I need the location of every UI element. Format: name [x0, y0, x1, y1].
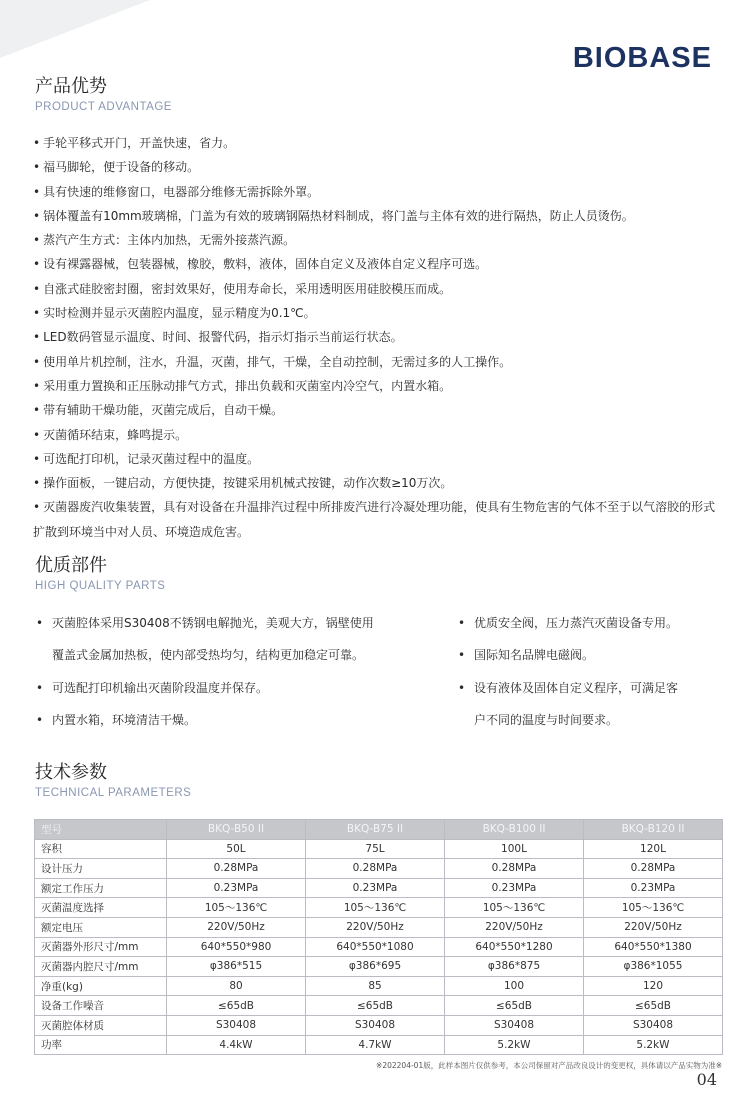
table-cell: 0.23MPa — [306, 878, 445, 898]
advantage-list — [33, 131, 723, 544]
table-cell: φ386*875 — [445, 957, 584, 977]
advantage-text: 福马脚轮，便于设备的移动。 — [43, 160, 200, 175]
bullet: • — [33, 378, 41, 393]
part-text: 优质安全阀，压力蒸汽灭菌设备专用。 — [474, 616, 679, 630]
bullet: • — [33, 160, 41, 175]
table-cell: ≤65dB — [445, 996, 584, 1016]
table-header-row — [35, 820, 723, 840]
advantage-text: 设有裸露器械，包装器械，橡胶，敷料，液体，固体自定义及液体自定义程序可选。 — [43, 257, 488, 272]
advantage-item — [33, 350, 723, 374]
row-label-cell: 灭菌腔体材质 — [35, 1015, 167, 1035]
table-cell: 4.4kW — [167, 1035, 306, 1055]
table-row — [35, 917, 723, 937]
row-label-cell: 设备工作噪音 — [35, 996, 167, 1016]
advantage-item — [33, 131, 723, 155]
table-cell: φ386*695 — [306, 957, 445, 977]
table-cell: 0.23MPa — [584, 878, 723, 898]
bullet: • — [33, 500, 41, 515]
advantage-text: 使用单片机控制，注水，升温，灭菌，排气，干燥，全自动控制，无需过多的人工操作。 — [43, 354, 512, 369]
table-cell: 220V/50Hz — [584, 917, 723, 937]
advantage-item — [33, 228, 723, 252]
table-cell: 640*550*1380 — [584, 937, 723, 957]
advantage-item — [33, 252, 723, 276]
table-cell: 120L — [584, 839, 723, 859]
table-cell: φ386*1055 — [584, 957, 723, 977]
advantage-item — [33, 495, 723, 544]
table-cell: 5.2kW — [445, 1035, 584, 1055]
advantage-item — [33, 155, 723, 179]
table-header-cell: 型号 — [35, 820, 167, 840]
parts-title: 优质部件 — [35, 555, 107, 576]
table-cell: 0.28MPa — [445, 859, 584, 879]
table-cell: 105～136℃ — [306, 898, 445, 918]
row-label-cell: 功率 — [35, 1035, 167, 1055]
table-cell: ≤65dB — [584, 996, 723, 1016]
table-cell: 0.23MPa — [445, 878, 584, 898]
advantage-text: 具有快速的维修窗口，电器部分维修无需拆除外罩。 — [43, 184, 320, 199]
advantage-item — [33, 423, 723, 447]
table-cell: ≤65dB — [167, 996, 306, 1016]
table-cell: 105～136℃ — [584, 898, 723, 918]
row-label-cell: 净重(kg) — [35, 976, 167, 996]
part-text: 设有液体及固体自定义程序，可满足客 — [474, 681, 679, 695]
bullet: • — [33, 476, 41, 491]
part-text: 国际知名品牌电磁阀。 — [474, 648, 595, 662]
row-label-cell: 额定电压 — [35, 917, 167, 937]
table-cell: 105～136℃ — [445, 898, 584, 918]
table-cell: 75L — [306, 839, 445, 859]
table-row — [35, 1015, 723, 1035]
table-cell: φ386*515 — [167, 957, 306, 977]
bullet: • — [33, 257, 41, 272]
advantage-item — [33, 374, 723, 398]
bullet: • — [33, 281, 41, 296]
table-row — [35, 957, 723, 977]
table-cell: 100 — [445, 976, 584, 996]
advantage-text: 灭菌器废汽收集装置，具有对设备在升温排汽过程中所排废汽进行冷凝处理功能，使具有生物危害的气体不至于以气溶胶的形式扩散到环境当中对人员、环境造成危害。 — [33, 500, 716, 539]
advantage-text: 带有辅助干燥功能，灭菌完成后，自动干燥。 — [43, 403, 284, 418]
table-header-cell: BKQ-B100 II — [445, 820, 584, 840]
table-cell: 0.28MPa — [306, 859, 445, 879]
advantage-text: 手轮平移式开门，开盖快速，省力。 — [43, 136, 236, 150]
row-label-cell: 设计压力 — [35, 859, 167, 879]
part-text: 内置水箱，环境清洁干燥。 — [52, 713, 197, 727]
table-cell: 4.7kW — [306, 1035, 445, 1055]
advantage-item — [33, 204, 723, 228]
table-cell: 80 — [167, 976, 306, 996]
parts-item-left-3: • 内置水箱，环境清洁干燥。 — [36, 713, 197, 727]
parts-item-left-2: • 可选配打印机输出灭菌阶段温度并保存。 — [36, 681, 269, 695]
part-text-cont: 户不同的温度与时间要求。 — [474, 713, 619, 727]
table-cell: 640*550*1280 — [445, 937, 584, 957]
bullet: • — [33, 306, 41, 321]
advantage-text: 锅体覆盖有10mm玻璃棉，门盖为有效的玻璃钢隔热材料制成，将门盖与主体有效的进行隔热，防止人员烫伤。 — [43, 208, 634, 223]
bullet: • — [33, 403, 41, 418]
table-cell: 0.28MPa — [167, 859, 306, 879]
bullet: • — [33, 208, 41, 223]
parts-item-right-3: • 设有液体及固体自定义程序，可满足客 户不同的温度与时间要求。 — [458, 672, 678, 736]
part-text: 可选配打印机输出灭菌阶段温度并保存。 — [52, 681, 269, 695]
bullet: • — [33, 330, 41, 345]
advantage-text: LED数码管显示温度、时间、报警代码，指示灯指示当前运行状态。 — [43, 330, 403, 345]
parameters-table — [34, 819, 723, 1055]
advantage-item — [33, 180, 723, 204]
bullet: • — [33, 354, 41, 369]
bullet: • — [33, 233, 41, 248]
table-row — [35, 878, 723, 898]
table-cell: 640*550*980 — [167, 937, 306, 957]
table-cell: 100L — [445, 839, 584, 859]
table-cell: 0.28MPa — [584, 859, 723, 879]
row-label-cell: 灭菌温度选择 — [35, 898, 167, 918]
table-cell: 105～136℃ — [167, 898, 306, 918]
advantage-text: 操作面板，一键启动，方便快捷，按键采用机械式按键，动作次数≥10万次。 — [43, 476, 453, 491]
part-text: 灭菌腔体采用S30408不锈钢电解抛光，美观大方，锅壁使用 — [52, 616, 374, 630]
table-cell: 120 — [584, 976, 723, 996]
table-cell: 85 — [306, 976, 445, 996]
bullet: • — [33, 136, 41, 150]
table-cell: ≤65dB — [306, 996, 445, 1016]
row-label-cell: 灭菌器外形尺寸/mm — [35, 937, 167, 957]
table-cell: 0.23MPa — [167, 878, 306, 898]
table-row — [35, 996, 723, 1016]
advantage-text: 采用重力置换和正压脉动排气方式，排出负载和灭菌室内冷空气，内置水箱。 — [43, 378, 452, 393]
table-row — [35, 859, 723, 879]
brand-logo: BIOBASE — [572, 42, 712, 74]
table-cell: 5.2kW — [584, 1035, 723, 1055]
tech-title: 技术参数 — [35, 762, 107, 783]
table-cell: 220V/50Hz — [167, 917, 306, 937]
table-cell: 220V/50Hz — [445, 917, 584, 937]
part-text-cont: 覆盖式金属加热板，使内部受热均匀，结构更加稳定可靠。 — [52, 648, 365, 662]
table-cell: S30408 — [167, 1015, 306, 1035]
table-row — [35, 1035, 723, 1055]
table-header-cell: BKQ-B75 II — [306, 820, 445, 840]
table-cell: S30408 — [445, 1015, 584, 1035]
table-row — [35, 976, 723, 996]
advantage-item — [33, 447, 723, 471]
parts-item-right-1: • 优质安全阀，压力蒸汽灭菌设备专用。 — [458, 616, 679, 630]
advantage-item — [33, 471, 723, 495]
row-label-cell: 容积 — [35, 839, 167, 859]
footnote: ※202204-01版，此样本图片仅供参考，本公司保留对产品改良设计的变更权，具体请以产品实物为准※ — [376, 1061, 722, 1070]
table-cell: 220V/50Hz — [306, 917, 445, 937]
advantage-title: 产品优势 — [35, 76, 107, 97]
bullet: • — [33, 427, 41, 442]
advantage-item — [33, 301, 723, 325]
page-number: 04 — [696, 1070, 717, 1089]
row-label-cell: 灭菌器内腔尺寸/mm — [35, 957, 167, 977]
advantage-subtitle: PRODUCT ADVANTAGE — [35, 101, 172, 113]
table-row — [35, 898, 723, 918]
table-cell: S30408 — [306, 1015, 445, 1035]
advantage-text: 实时检测并显示灭菌腔内温度，显示精度为0.1℃。 — [43, 306, 316, 321]
table-cell: 50L — [167, 839, 306, 859]
advantage-item — [33, 325, 723, 349]
advantage-text: 自涨式硅胶密封圈，密封效果好，使用寿命长，采用透明医用硅胶模压而成。 — [43, 281, 452, 296]
advantage-item — [33, 277, 723, 301]
table-header-cell: BKQ-B50 II — [167, 820, 306, 840]
row-label-cell: 额定工作压力 — [35, 878, 167, 898]
tech-subtitle: TECHNICAL PARAMETERS — [35, 787, 192, 799]
table-header-cell: BKQ-B120 II — [584, 820, 723, 840]
parts-item-left-1: • 灭菌腔体采用S30408不锈钢电解抛光，美观大方，锅壁使用 覆盖式金属加热板，使内部受热均匀，结构更加稳定可靠。 — [36, 607, 374, 671]
bullet: • — [33, 184, 41, 199]
table-row — [35, 839, 723, 859]
advantage-text: 可选配打印机，记录灭菌过程中的温度。 — [43, 451, 260, 466]
advantage-text: 灭菌循环结束，蜂鸣提示。 — [43, 427, 188, 442]
bullet: • — [33, 451, 41, 466]
parts-item-right-2: • 国际知名品牌电磁阀。 — [458, 648, 595, 662]
advantage-text: 蒸汽产生方式：主体内加热，无需外接蒸汽源。 — [43, 233, 296, 248]
corner-decoration — [0, 0, 150, 58]
advantage-item — [33, 398, 723, 422]
table-row — [35, 937, 723, 957]
parts-subtitle: HIGH QUALITY PARTS — [35, 580, 166, 592]
table-cell: 640*550*1080 — [306, 937, 445, 957]
table-cell: S30408 — [584, 1015, 723, 1035]
